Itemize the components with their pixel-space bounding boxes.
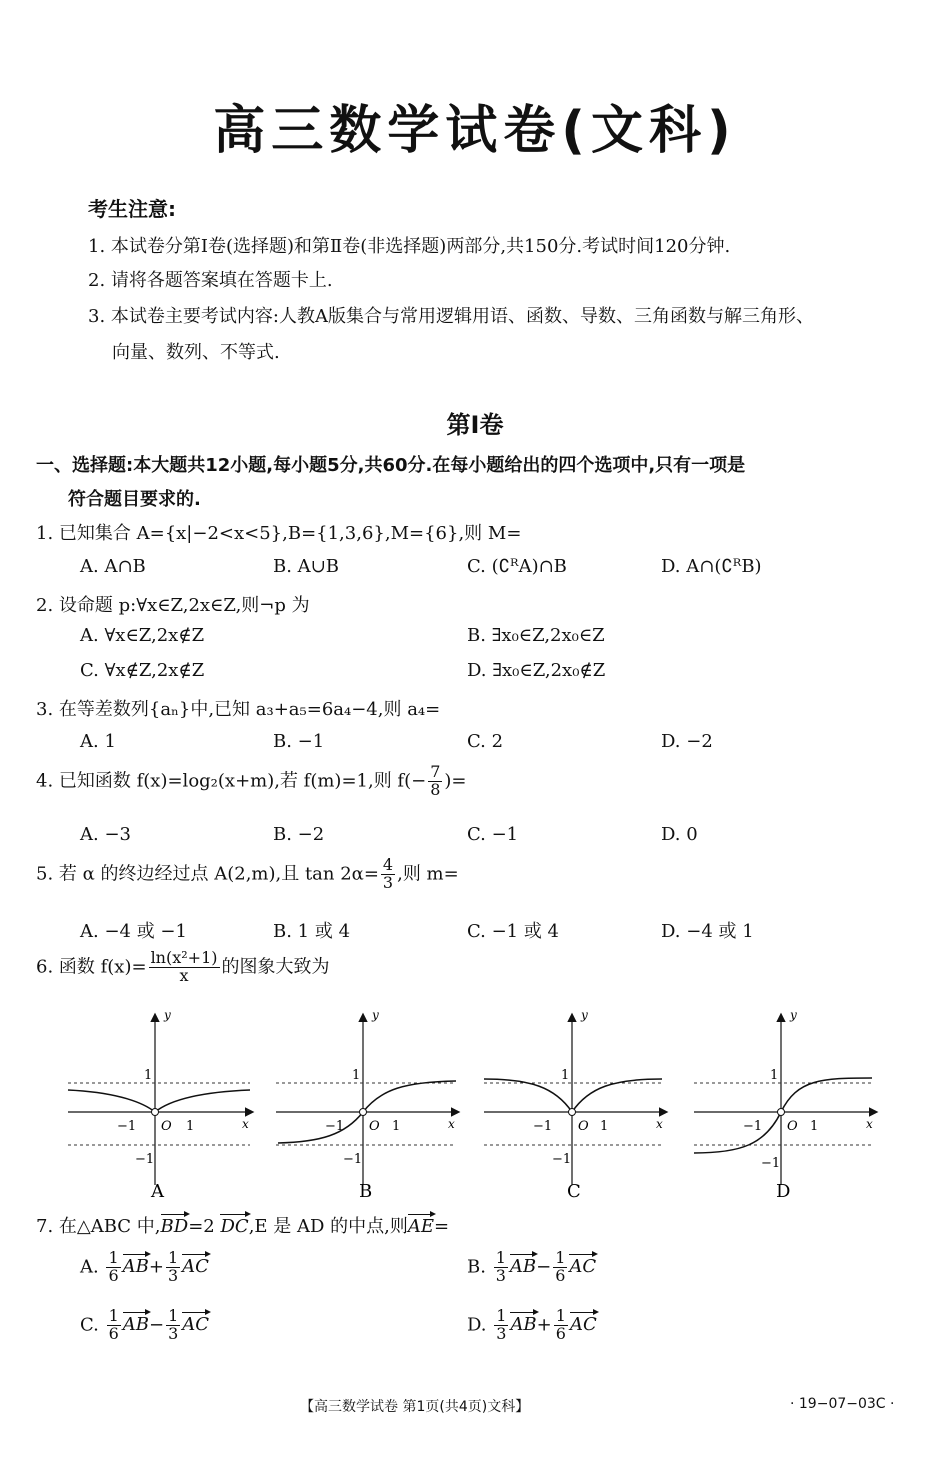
part1-instructions: 一、选择题:本大题共12小题,每小题5分,共60分.在每小题给出的四个选项中,只有一项是: [36, 455, 746, 476]
graph-c-origin: O: [578, 1119, 589, 1134]
graph-a-curve: [68, 1090, 250, 1112]
graph-c-tick-neg1: −1: [533, 1119, 553, 1134]
fraction-denominator: 8: [430, 779, 441, 799]
graph-c-tick-1: 1: [600, 1119, 609, 1134]
question-7-option-c: [80, 1308, 209, 1343]
notice-item-3-cont: 向量、数列、不等式.: [112, 342, 280, 363]
vector-ab: AB: [122, 1256, 149, 1278]
operator: +: [536, 1314, 552, 1336]
option-letter: C.: [80, 1314, 99, 1336]
question-4-fraction: [428, 764, 442, 799]
question-5-option-a: A. −4 或 −1: [80, 921, 187, 942]
question-1-option-c: C. (∁ᴿA)∩B: [467, 556, 567, 577]
section-title: 第Ⅰ卷: [446, 411, 504, 439]
vector-ab: AB: [510, 1314, 537, 1336]
graph-a-x-label: x: [242, 1117, 249, 1131]
question-6-fraction: [149, 950, 220, 985]
operator: −: [149, 1314, 165, 1336]
fraction-denominator: 3: [168, 1323, 179, 1343]
coef-fraction: [106, 1250, 120, 1285]
graph-b-x-label: x: [448, 1117, 455, 1131]
fraction-denominator: 3: [382, 872, 394, 892]
question-1-option-d: D. A∩(∁ᴿB): [661, 556, 762, 577]
question-3-stem: 3. 在等差数列{aₙ}中,已知 a₃+a₅=6a₄−4,则 a₄=: [36, 699, 441, 720]
question-4-stem: [36, 764, 467, 799]
question-6-stem: [36, 950, 330, 985]
graph-d-origin: O: [787, 1119, 798, 1134]
question-6-stem-part1: 6. 函数 f(x)=: [36, 956, 147, 978]
question-2-option-b: B. ∃x₀∈Z,2x₀∈Z: [467, 625, 605, 646]
graph-b-y-label: y: [372, 1008, 379, 1022]
graph-b-tick-1: 1: [392, 1119, 401, 1134]
question-5-option-b: B. 1 或 4: [273, 921, 351, 942]
question-5-option-d: D. −4 或 1: [661, 921, 754, 942]
question-5-fraction: [381, 857, 395, 892]
footer-code: · 19−07−03C ·: [790, 1396, 895, 1412]
graph-d: [694, 1008, 876, 1202]
question-7-option-b: [467, 1250, 596, 1285]
notice-item-3: 3. 本试卷主要考试内容:人教A版集合与常用逻辑用语、函数、导数、三角函数与解三角形、: [88, 306, 814, 327]
graph-b: [276, 1008, 458, 1202]
notice-heading: 考生注意:: [88, 197, 176, 221]
fraction-numerator: 1: [495, 1248, 506, 1267]
question-4-option-a: A. −3: [80, 824, 131, 845]
graph-a: [68, 1008, 252, 1202]
question-7-option-a: [80, 1250, 209, 1285]
notice-item-2: 2. 请将各题答案填在答题卡上.: [88, 270, 333, 291]
page-title: 高三数学试卷(文科): [213, 101, 737, 161]
fraction-numerator: 1: [496, 1306, 507, 1325]
graph-d-ytick-neg1: −1: [761, 1156, 781, 1171]
operator: −: [536, 1256, 552, 1278]
fraction-denominator: 6: [555, 1323, 566, 1343]
question-7-stem-part1: 7. 在△ABC 中,: [36, 1216, 161, 1237]
operator: +: [148, 1256, 164, 1278]
question-5-stem: [36, 857, 459, 892]
vector-ac: AC: [569, 1256, 597, 1278]
vector-ac: AC: [182, 1314, 210, 1336]
question-5-stem-part1: 5. 若 α 的终边经过点 A(2,m),且 tan 2α=: [36, 863, 379, 885]
question-4-option-b: B. −2: [273, 824, 325, 845]
graph-c-curve: [484, 1079, 662, 1112]
fraction-numerator: 1: [555, 1248, 566, 1267]
question-6-graphs: [0, 1005, 950, 1205]
question-7-stem-part3: ,E 是 AD 的中点,则: [248, 1216, 408, 1237]
graph-d-ytick-1: 1: [770, 1068, 779, 1083]
question-3-option-a: A. 1: [80, 731, 116, 752]
fraction-numerator: 1: [108, 1248, 119, 1267]
question-2-option-c: C. ∀x∉Z,2x∉Z: [80, 660, 205, 681]
question-4-option-c: C. −1: [467, 824, 519, 845]
coef-fraction: [166, 1308, 180, 1343]
question-1-option-b: B. A∪B: [273, 556, 339, 577]
question-4-stem-part2: )=: [444, 770, 467, 792]
question-2-option-d: D. ∃x₀∈Z,2x₀∉Z: [467, 660, 606, 681]
question-4-option-d: D. 0: [661, 824, 698, 845]
graph-b-tick-neg1: −1: [325, 1119, 345, 1134]
vector-bd: BD: [160, 1216, 189, 1237]
fraction-denominator: 6: [108, 1323, 119, 1343]
graph-d-y-label: y: [790, 1008, 797, 1022]
graph-d-label: D: [776, 1181, 791, 1202]
graph-a-y-label: y: [164, 1008, 171, 1022]
fraction-denominator: 3: [167, 1265, 179, 1285]
fraction-numerator: 1: [167, 1248, 179, 1267]
part1-instructions-cont: 符合题目要求的.: [68, 489, 201, 510]
fraction-numerator: 1: [555, 1306, 566, 1325]
vector-ab: AB: [122, 1314, 150, 1336]
graph-c-label: C: [567, 1181, 581, 1202]
fraction-denominator: x: [179, 965, 189, 985]
coef-fraction: [554, 1308, 568, 1343]
vector-ac: AC: [569, 1314, 597, 1336]
option-letter: D.: [467, 1314, 487, 1336]
graph-c-ytick-1: 1: [561, 1068, 570, 1083]
graph-a-tick-neg1: −1: [117, 1119, 137, 1134]
notice-item-1: 1. 本试卷分第Ⅰ卷(选择题)和第Ⅱ卷(非选择题)两部分,共150分.考试时间120分钟.: [88, 236, 731, 257]
coef-fraction: [107, 1308, 121, 1343]
question-7-stem: [36, 1212, 449, 1238]
question-7-option-d: [467, 1308, 597, 1343]
vector-ac: AC: [182, 1256, 209, 1278]
footer-page-info: 【高三数学试卷 第1页(共4页)文科】: [300, 1399, 530, 1415]
coef-fraction: [553, 1250, 567, 1285]
question-1-option-a: A. A∩B: [80, 556, 146, 577]
question-1-stem: 1. 已知集合 A={x|−2<x<5},B={1,3,6},M={6},则 M=: [36, 523, 522, 544]
coef-fraction: [494, 1250, 508, 1285]
fraction-denominator: 3: [496, 1323, 507, 1343]
graph-a-label: A: [151, 1181, 164, 1202]
graph-b-label: B: [359, 1181, 373, 1202]
fraction-numerator: 1: [108, 1306, 119, 1325]
question-5-stem-part2: ,则 m=: [397, 863, 459, 885]
fraction-denominator: 6: [555, 1265, 566, 1285]
graph-c: [484, 1008, 666, 1202]
fraction-numerator: ln(x²+1): [150, 948, 218, 967]
vector-ae: AE: [407, 1216, 435, 1237]
graph-d-tick-1: 1: [810, 1119, 819, 1134]
question-6-stem-part2: 的图象大致为: [221, 956, 330, 978]
graph-c-ytick-neg1: −1: [552, 1152, 572, 1167]
graph-c-x-label: x: [656, 1117, 663, 1131]
question-2-option-a: A. ∀x∈Z,2x∉Z: [80, 625, 205, 646]
coef-fraction: [494, 1308, 508, 1343]
option-letter: B.: [467, 1256, 486, 1278]
question-7-stem-part2: =2: [188, 1216, 215, 1237]
fraction-denominator: 6: [108, 1265, 119, 1285]
fraction-numerator: 4: [382, 855, 394, 874]
question-4-stem-part1: 4. 已知函数 f(x)=log₂(x+m),若 f(m)=1,则 f(−: [36, 770, 427, 792]
graph-b-ytick-1: 1: [352, 1068, 361, 1083]
graph-b-origin: O: [369, 1119, 380, 1134]
coef-fraction: [166, 1250, 180, 1285]
graph-b-ytick-neg1: −1: [343, 1152, 363, 1167]
graph-d-curve: [694, 1078, 872, 1153]
fraction-numerator: 7: [430, 762, 441, 781]
option-letter: A.: [80, 1256, 99, 1278]
question-3-option-b: B. −1: [273, 731, 325, 752]
vector-dc: DC: [220, 1216, 249, 1237]
graph-c-y-label: y: [581, 1008, 588, 1022]
graph-d-tick-neg1: −1: [743, 1119, 763, 1134]
vector-ab: AB: [509, 1256, 537, 1278]
question-2-stem: 2. 设命题 p:∀x∈Z,2x∈Z,则¬p 为: [36, 595, 310, 616]
graph-a-ytick-1: 1: [144, 1068, 153, 1083]
graph-a-ytick-neg1: −1: [135, 1152, 155, 1167]
graph-a-tick-1: 1: [186, 1119, 195, 1134]
question-3-option-d: D. −2: [661, 731, 713, 752]
question-7-stem-part4: =: [434, 1216, 450, 1237]
fraction-denominator: 3: [495, 1265, 506, 1285]
graph-a-origin: O: [161, 1119, 172, 1134]
graph-d-x-label: x: [866, 1117, 873, 1131]
question-5-option-c: C. −1 或 4: [467, 921, 560, 942]
question-3-option-c: C. 2: [467, 731, 504, 752]
fraction-numerator: 1: [168, 1306, 179, 1325]
